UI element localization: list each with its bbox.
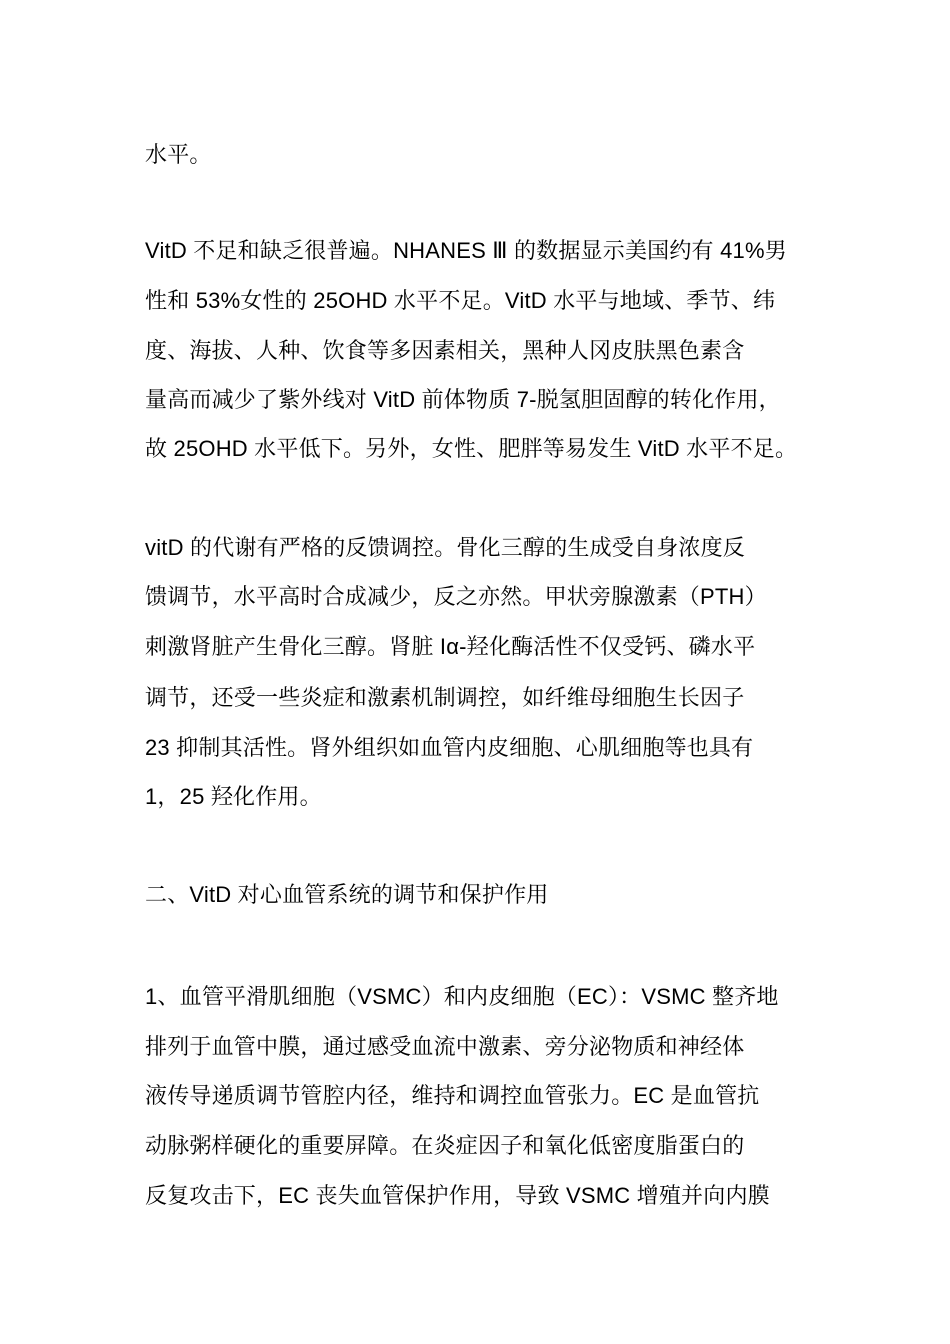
text-line: 故 25OHD 水平低下。另外，女性、肥胖等易发生 VitD 水平不足。 xyxy=(145,436,798,461)
section-heading: 二、VitD 对心血管系统的调节和保护作用 xyxy=(145,882,549,907)
text-line: 调节，还受一些炎症和激素机制调控，如纤维母细胞生长因子 xyxy=(145,685,745,710)
text-line: 水平。 xyxy=(145,142,212,167)
text-line: 刺激肾脏产生骨化三醇。肾脏 Iα-羟化酶活性不仅受钙、磷水平 xyxy=(145,634,756,659)
text-line: 排列于血管中膜，通过感受血流中激素、旁分泌物质和神经体 xyxy=(145,1034,745,1059)
text-line: 馈调节，水平高时合成减少，反之亦然。甲状旁腺激素（PTH） xyxy=(145,584,767,609)
text-line: 1、血管平滑肌细胞（VSMC）和内皮细胞（EC）：VSMC 整齐地 xyxy=(145,984,779,1009)
text-line: 1，25 羟化作用。 xyxy=(145,784,322,809)
text-line: 动脉粥样硬化的重要屏障。在炎症因子和氧化低密度脂蛋白的 xyxy=(145,1133,745,1158)
text-line: 反复攻击下，EC 丧失血管保护作用，导致 VSMC 增殖并向内膜 xyxy=(145,1183,770,1208)
text-line: vitD 的代谢有严格的反馈调控。骨化三醇的生成受自身浓度反 xyxy=(145,535,746,560)
text-line: 量高而减少了紫外线对 VitD 前体物质 7-脱氢胆固醇的转化作用， xyxy=(145,387,781,412)
text-line: 性和 53%女性的 25OHD 水平不足。VitD 水平与地域、季节、纬 xyxy=(145,288,776,313)
text-line: 液传导递质调节管腔内径，维持和调控血管张力。EC 是血管抗 xyxy=(145,1083,760,1108)
text-line: 23 抑制其活性。肾外组织如血管内皮细胞、心肌细胞等也具有 xyxy=(145,735,754,760)
text-line: 度、海拔、人种、饮食等多因素相关，黑种人冈皮肤黑色素含 xyxy=(145,338,745,363)
text-line: VitD 不足和缺乏很普遍。NHANES Ⅲ 的数据显示美国约有 41%男 xyxy=(145,238,787,263)
